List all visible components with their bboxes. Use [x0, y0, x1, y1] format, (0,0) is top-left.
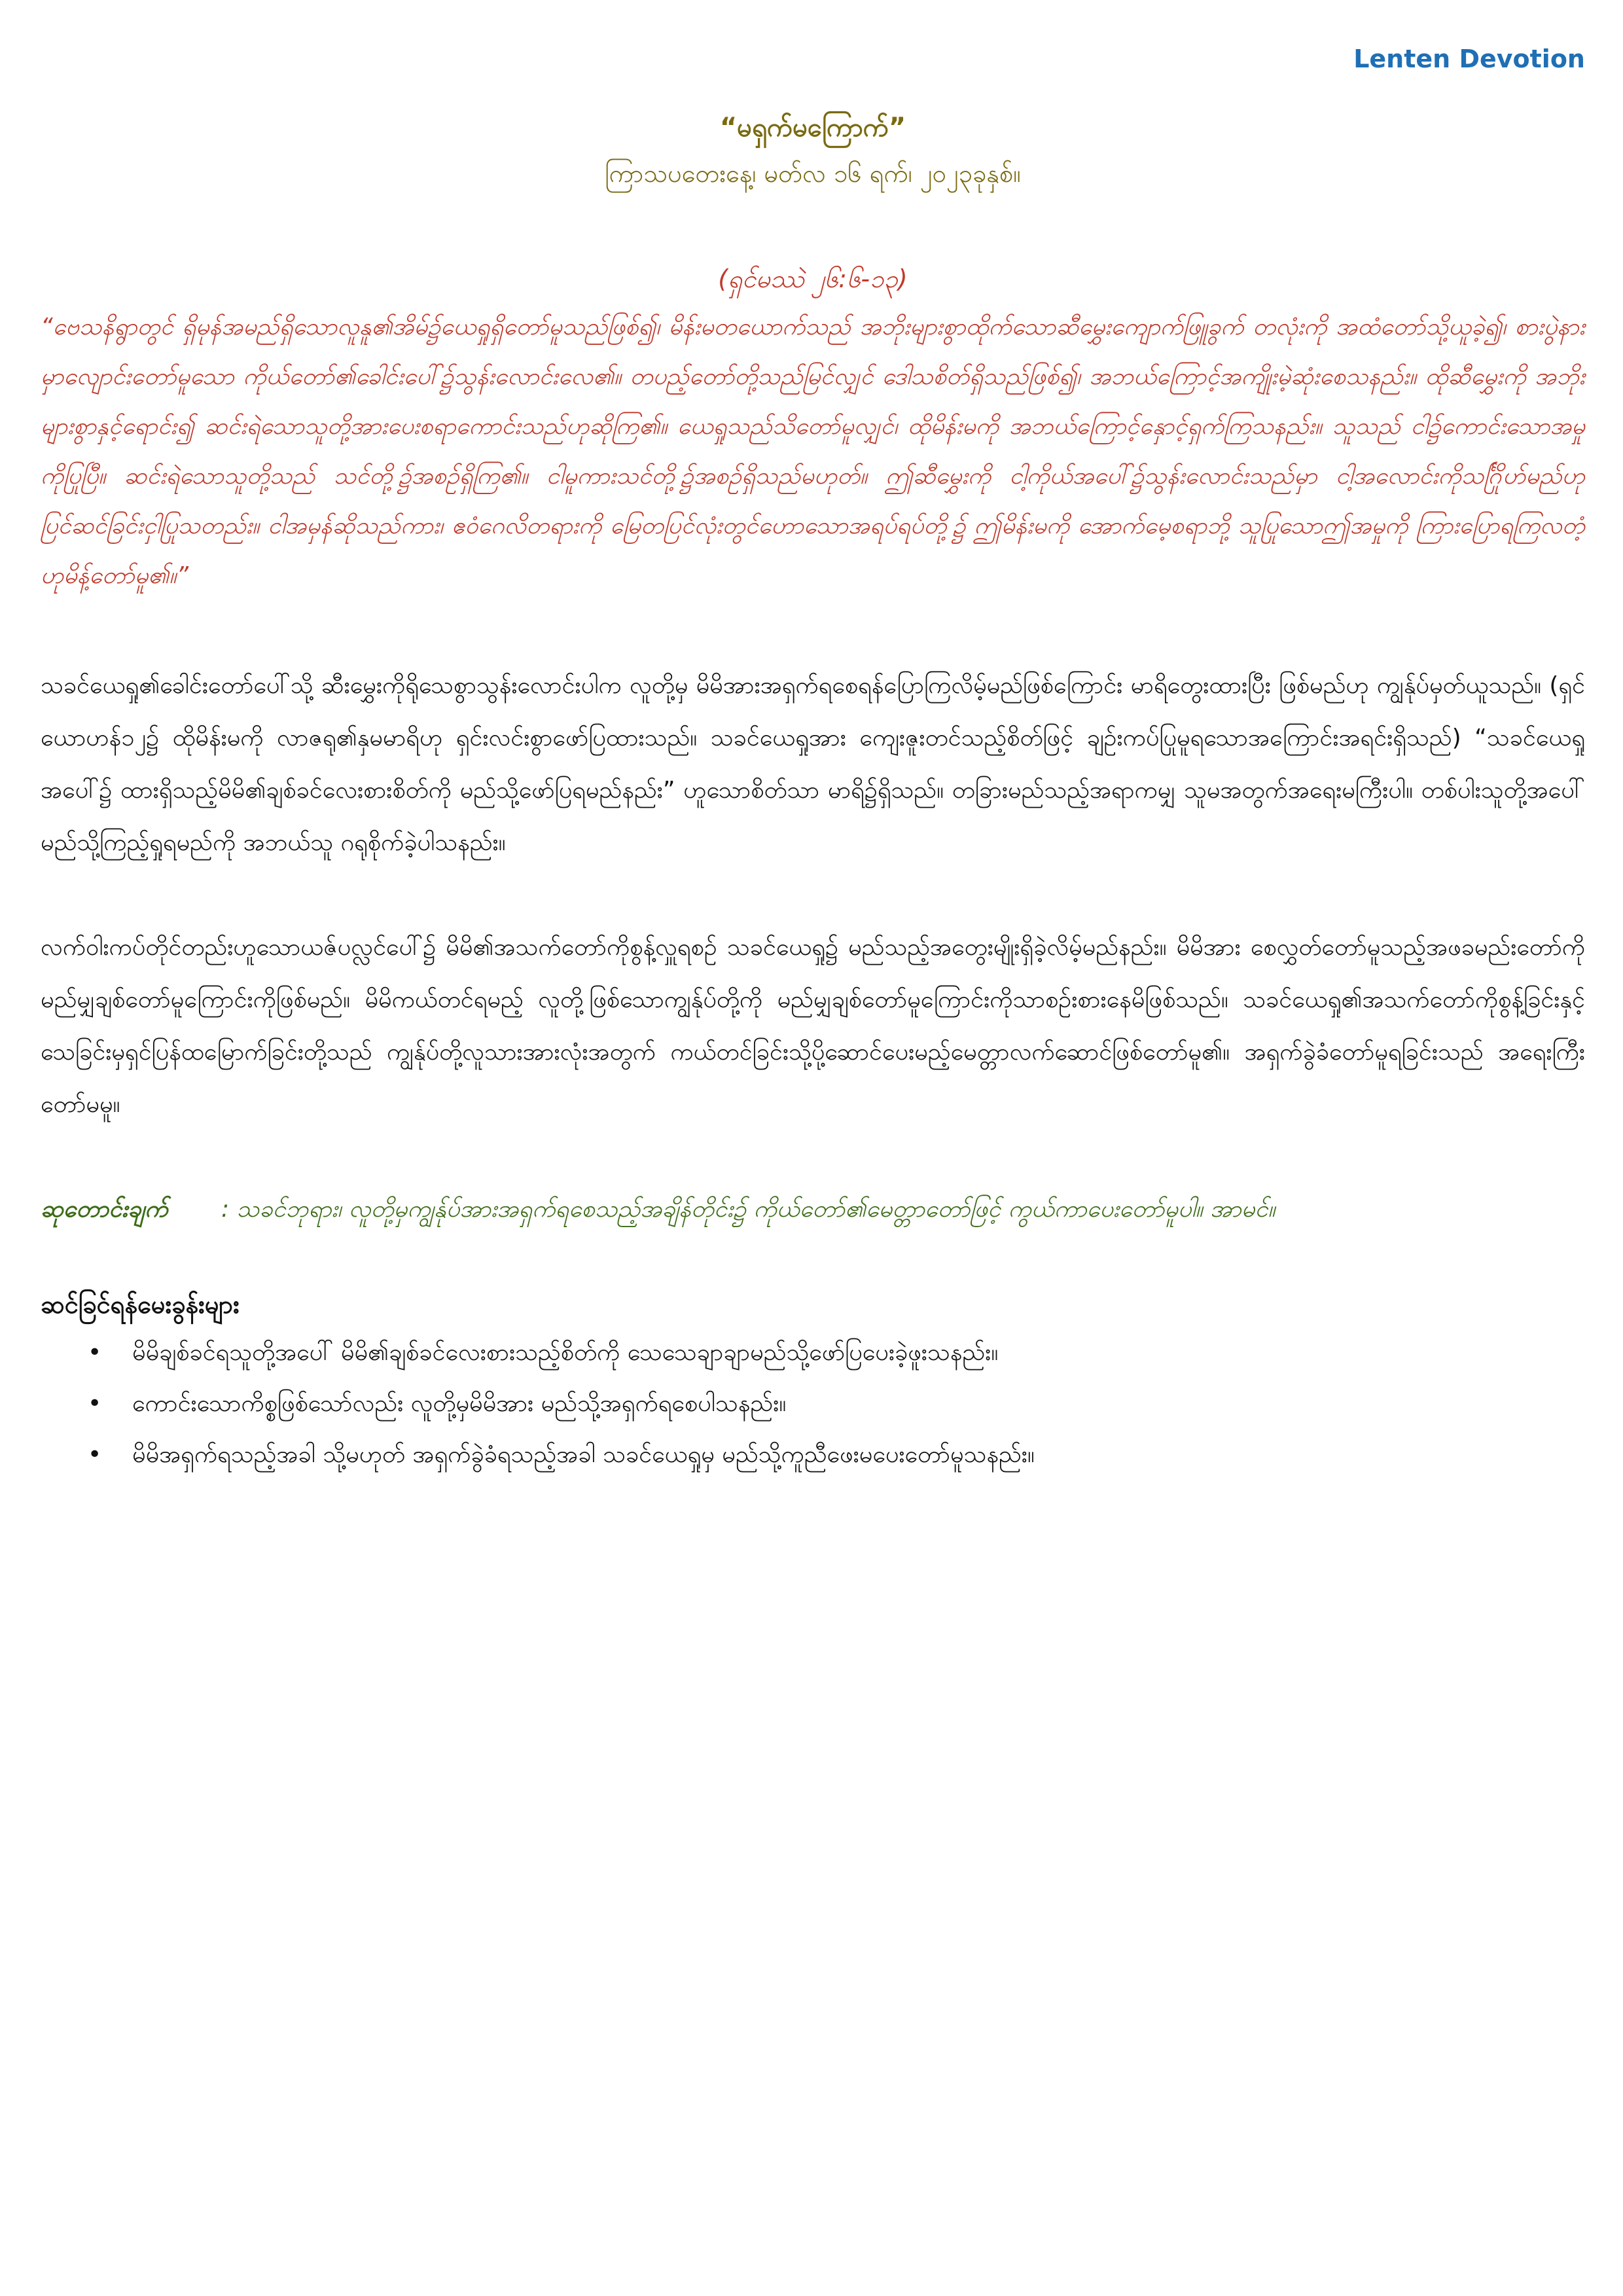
question-item	[41, 1327, 1585, 1378]
body-paragraph-2: လက်ဝါးကပ်တိုင်တည်းဟူသောယဇ်ပလ္လင်ပေါ်၌ မိမိ၏အသက်တော်ကိုစွန့်လှူရစဉ် သခင်ယေရှု၌ မည်သည့်အတွေးမျိုးရှိခဲ့လိမ့်မည်နည်း။ မိမိအား စေလွှတ်တော်မူသည့်အဖခမည်းတော်ကို မည်မျှချစ်တော်မူကြောင်းကိုဖြစ်မည်။ မိမိကယ်တင်ရမည့် လူတို့ဖြစ်သောကျွန်ုပ်တို့ကို မည်မျှချစ်တော်မူကြောင်းကိုသာစဉ်းစားနေမိဖြစ်သည်။ သခင်ယေရှု၏အသက်တော်ကိုစွန့်ခြင်းနှင့် သေခြင်းမှရှင်ပြန်ထမြောက်ခြင်းတို့သည် ကျွန်ုပ်တို့လူသားအားလုံးအတွက် ကယ်တင်ခြင်းသို့ပို့ဆောင်ပေးမည့်မေတ္တာလက်ဆောင်ဖြစ်တော်မူ၏။ အရှက်ခွဲခံတော်မူရခြင်းသည် အရေးကြီးတော်မမူ။	[41, 934, 1585, 1118]
prayer-label: ဆုတောင်းချက်	[41, 1196, 168, 1223]
devotion-date: ကြာသပတေးနေ့၊ မတ်လ ၁၆ ရက်၊ ၂၀၂၃ခုနှစ်။	[605, 159, 1021, 188]
scripture-reference: (ရှင်မဿဲ ၂၆:၆-၁၃)	[718, 264, 908, 293]
questions-heading: ဆင်ခြင်ရန်မေးခွန်းများ	[41, 1290, 240, 1319]
question-text: မိမိချစ်ခင်ရသူတို့အပေါ် မိမိ၏ချစ်ခင်လေးစားသည့်စိတ်ကို သေသေချာချာမည်သို့ဖော်ပြပေးခဲ့ဖူးသနည်း။	[132, 1339, 999, 1366]
prayer	[41, 1183, 1585, 1236]
question-item	[41, 1378, 1585, 1429]
questions-list	[41, 1327, 1585, 1480]
bullet-icon: •	[88, 1390, 102, 1417]
devotion-title: “မရှက်မကြောက်”	[719, 113, 906, 143]
bullet-icon: •	[88, 1441, 102, 1468]
bullet-icon: •	[88, 1339, 102, 1366]
devotion-page	[41, 39, 1585, 1480]
scripture-text: “ဗေသနိရွာတွင် ရှိမုန်အမည်ရှိသောလူနူ၏အိမ်၌ယေရှုရှိတော်မူသည်ဖြစ်၍၊ မိန်းမတယောက်သည် အဘိုးများစွာထိုက်သောဆီမွှေးကျောက်ဖြူခွက် တလုံးကို အထံတော်သို့ယူခဲ့၍၊ စားပွဲနားမှာလျောင်းတော်မူသော ကိုယ်တော်၏ခေါင်းပေါ်၌သွန်းလောင်းလေ၏။ တပည့်တော်တို့သည်မြင်လျှင် ဒေါသစိတ်ရှိသည်ဖြစ်၍၊ အဘယ်ကြောင့်အကျိုးမဲ့ဆုံးစေသနည်း။ ထိုဆီမွှေးကို အဘိုးများစွာနှင့်ရောင်း၍ ဆင်းရဲသောသူတို့အားပေးစရာကောင်းသည်ဟုဆိုကြ၏။ ယေရှုသည်သိတော်မူလျှင်၊ ထိုမိန်းမကို အဘယ်ကြောင့်နှောင့်ရှက်ကြသနည်း။ သူသည် ငါ၌ကောင်းသောအမှုကိုပြုပြီ။ ဆင်းရဲသောသူတို့သည် သင်တို့၌အစဉ်ရှိကြ၏။ ငါမူကားသင်တို့၌အစဉ်ရှိသည်မဟုတ်။ ဤဆီမွှေးကို ငါ့ကိုယ်အပေါ်၌သွန်းလောင်းသည်မှာ ငါ့အလောင်းကိုသင်္ဂြိုဟ်မည်ဟု ပြင်ဆင်ခြင်းငှါပြုသတည်း။ ငါအမှန်ဆိုသည်ကား၊ ဧဝံဂေလိတရားကို မြေတပြင်လုံးတွင်ဟောသောအရပ်ရပ်တို့၌ ဤမိန်းမကို အောက်မေ့စရာဘို့ သူပြုသောဤအမှုကို ကြားပြောရကြလတံ့ဟုမိန့်တော်မူ၏။”	[41, 314, 1585, 589]
question-item	[41, 1429, 1585, 1480]
question-text: မိမိအရှက်ရသည့်အခါ သို့မဟုတ် အရှက်ခွဲခံရသည့်အခါ သခင်ယေရှုမှ မည်သို့ကူညီဖေးမပေးတော်မူသနည်း။	[132, 1441, 1035, 1468]
body-paragraph-1: သခင်ယေရှု၏ခေါင်းတော်ပေါ်သို့ ဆီးမွှေးကိုရိုသေစွာသွန်းလောင်းပါက လူတို့မှ မိမိအားအရှက်ရစေရန်ပြောကြလိမ့်မည်ဖြစ်ကြောင်း မာရိတွေးထားပြီး ဖြစ်မည်ဟု ကျွန်ုပ်မှတ်ယူသည်။ (ရှင်ယောဟန်၁၂၌ ထိုမိန်းမကို လာဇရု၏နှမမာရိဟု ရှင်းလင်းစွာဖော်ပြထားသည်။ သခင်ယေရှုအား ကျေးဇူးတင်သည့်စိတ်ဖြင့် ချဉ်းကပ်ပြုမူရသောအကြောင်းအရင်းရှိသည်) “သခင်ယေရှုအပေါ်၌ ထားရှိသည့်မိမိ၏ချစ်ခင်လေးစားစိတ်ကို မည်သို့ဖော်ပြရမည်နည်း” ဟူသောစိတ်သာ မာရိ၌ရှိသည်။ တခြားမည်သည့်အရာကမျှ သူမအတွက်အရေးမကြီးပါ။ တစ်ပါးသူတို့အပေါ်မည်သို့ကြည့်ရှုရမည်ကို အဘယ်သူ ဂရုစိုက်ခဲ့ပါသနည်း။	[41, 672, 1585, 856]
question-text: ကောင်းသောကိစ္စဖြစ်သော်လည်း လူတို့မှမိမိအား မည်သို့အရှက်ရစေပါသနည်း။	[132, 1390, 787, 1417]
prayer-text: : သခင်ဘုရား၊ လူတို့မှကျွန်ုပ်အားအရှက်ရစေသည့်အချိန်တိုင်း၌ ကိုယ်တော်၏မေတ္တာတော်ဖြင့် ကွယ်ကာပေးတော်မူပါ။ အာမင်။	[221, 1196, 1275, 1223]
header-tag: Lenten Devotion	[1353, 45, 1585, 73]
